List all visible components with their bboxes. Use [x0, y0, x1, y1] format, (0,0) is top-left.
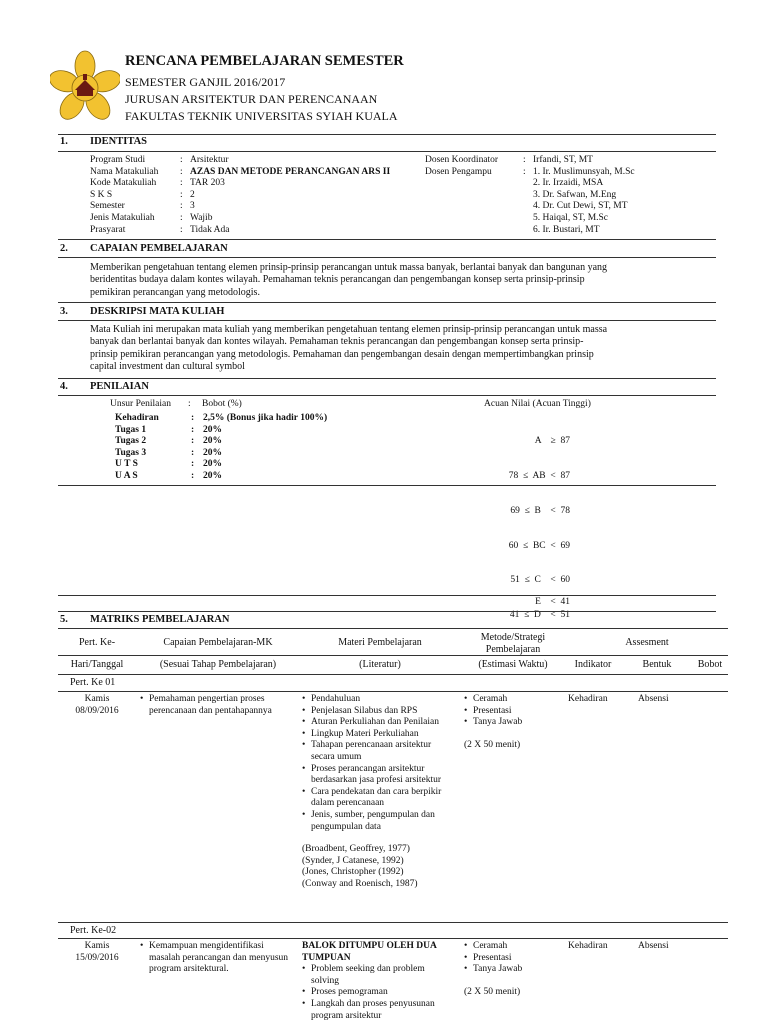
field-value: AZAS DAN METODE PERANCANGAN ARS II	[190, 166, 391, 177]
section-title: CAPAIAN PEMBELAJARAN	[90, 243, 228, 254]
col-header-metode: Metode/Strategi Pembelajaran	[480, 632, 546, 655]
deskripsi-text	[90, 324, 607, 374]
pert-label: Pert. Ke-02	[70, 925, 117, 936]
field-value: 2	[190, 189, 195, 200]
divider	[58, 938, 728, 939]
capaian-text	[90, 262, 607, 299]
literatur: (Synder, J Catanese, 1992)	[302, 855, 404, 866]
literatur: (Conway and Roenisch, 1987)	[302, 878, 418, 889]
estimasi-waktu: (2 X 50 menit)	[464, 986, 521, 997]
grade-range: 41 ≤ D < 51	[509, 610, 570, 621]
capaian-cell	[140, 941, 296, 976]
divider	[58, 239, 716, 240]
acuan-label: Acuan Nilai (Acuan Tinggi)	[484, 399, 591, 409]
hari: Kamis	[84, 694, 110, 704]
materi-item: • Penjelasan Silabus dan RPS	[302, 706, 452, 718]
indikator: Kehadiran	[568, 694, 608, 704]
materi-item: • Proses perancangan arsitektur berdasarkan jasa profesi arsitektur	[302, 764, 452, 787]
grade-range: 60 ≤ BC < 69	[508, 540, 570, 551]
col-header-tahap: (Sesuai Tahap Pembelajaran)	[159, 659, 277, 670]
field-label: Nama Matakuliah	[90, 166, 159, 177]
pengampu-item: 1. Ir. Muslimunsyah, M.Sc	[533, 166, 635, 177]
materi-item: • Jenis, sumber, pengumpulan dan pengumpulan data	[302, 810, 452, 833]
divider	[58, 674, 728, 675]
doc-title: RENCANA PEMBELAJARAN SEMESTER	[125, 53, 404, 69]
header-line: JURUSAN ARSITEKTUR DAN PERENCANAAN	[125, 92, 378, 106]
text-line: Mata Kuliah ini merupakan mata kuliah yang memberikan pengetahuan tentang elemen prinsip-prinsip perancangan untuk massa	[90, 324, 608, 335]
divider	[58, 257, 716, 258]
capaian-cell	[140, 694, 296, 717]
literatur: (Broadbent, Geoffrey, 1977)	[302, 844, 410, 855]
divider	[58, 628, 728, 629]
materi-item: • Tahapan perencanaan arsitektur secara umum	[302, 740, 452, 763]
field-label: Jenis Matakuliah	[90, 212, 155, 223]
divider	[58, 320, 716, 321]
col-header-indikator: Indikator	[574, 659, 612, 670]
text-line: beridentitas budaya dalam kontes wilayah. Pemahaman teknis perancangan dan pengembangan konsep serta prinsip-prinsip	[90, 274, 585, 286]
pengampu-item: 4. Dr. Cut Dewi, ST, MT	[533, 201, 628, 212]
text-line: capital investment dan cultural symbol	[90, 361, 245, 373]
field-value: Arsitektur	[190, 155, 229, 165]
bentuk: Absensi	[638, 694, 669, 704]
metode-cell	[464, 694, 564, 751]
text-line: Memberikan pengetahuan tentang elemen prinsip-prinsip perancangan untuk massa banyak, berlantai banyak dan bangunan yang	[90, 262, 608, 273]
pengampu-item: 2. Ir. Irzaidi, MSA	[533, 178, 604, 189]
section-title: IDENTITAS	[90, 136, 147, 147]
divider	[58, 485, 716, 486]
header-line: FAKULTAS TEKNIK UNIVERSITAS SYIAH KUALA	[125, 109, 398, 123]
unsur: Kehadiran	[115, 413, 159, 423]
divider	[58, 378, 716, 379]
section-number: 3.	[60, 306, 68, 317]
metode-item: • Tanya Jawab	[464, 717, 564, 729]
koordinator-label: Dosen Koordinator	[425, 155, 499, 165]
pert-label: Pert. Ke 01	[70, 677, 116, 688]
materi-item: • Langkah dan proses penyusunan program arsitektur	[302, 999, 452, 1022]
divider	[58, 134, 716, 135]
metode-cell	[464, 941, 564, 998]
bobot: 20%	[203, 447, 222, 458]
materi-cell	[302, 694, 452, 891]
divider	[58, 595, 716, 596]
metode-item: • Presentasi	[464, 706, 564, 718]
bobot: 2,5% (Bonus jika hadir 100%)	[203, 413, 328, 423]
field-value: TAR 203	[190, 178, 225, 189]
capaian-item: • Kemampuan mengidentifikasi masalah perancangan dan menyusun program arsitektural.	[140, 941, 296, 976]
unsur: U T S	[115, 459, 138, 470]
field-label: Semester	[90, 201, 125, 212]
materi-item: • Proses pemograman	[302, 987, 452, 999]
metode-item: • Ceramah	[464, 694, 564, 706]
bobot-label: Bobot (%)	[202, 399, 242, 409]
section-number: 4.	[60, 381, 68, 392]
grade-range: 78 ≤ AB < 87	[508, 470, 570, 481]
section-number: 1.	[60, 136, 68, 147]
divider	[58, 395, 716, 396]
hari-tanggal	[58, 694, 136, 717]
header-line: SEMESTER GANJIL 2016/2017	[125, 75, 286, 89]
grade-range: E < 41	[535, 597, 570, 607]
bobot: 20%	[203, 436, 222, 447]
field-value: Wajib	[190, 212, 213, 223]
text-line: pemikiran perancangan yang metodologis.	[90, 286, 260, 298]
col-header-materi: Materi Pembelajaran	[338, 637, 422, 648]
col-header-bentuk: Bentuk	[642, 659, 672, 670]
materi-item: • Lingkup Materi Perkuliahan	[302, 729, 452, 741]
tanggal: 15/09/2016	[75, 952, 119, 963]
metode-item: • Ceramah	[464, 941, 564, 953]
col-header-capaian: Capaian Pembelajaran-MK	[163, 637, 273, 648]
pengampu-item: 6. Ir. Bustari, MT	[533, 224, 600, 235]
materi-cell	[302, 941, 452, 1022]
bobot: 20%	[203, 424, 222, 435]
field-label: Program Studi	[90, 155, 146, 165]
unsur: Tugas 2	[115, 436, 147, 447]
dosen-info: Dosen Koordinator : Irfandi, ST, MT Dosen Pengampu : 1. Ir. Muslimunsyah, M.Sc 2. Ir. Irzaidi, MSA 3. Dr. Safwan, M.Eng 4. Dr. Cut Dewi, ST, MT 5. Haiqal, ST, M.Sc 6. Ir. Bustari, MT	[425, 155, 643, 236]
unsur-label: Unsur Penilaian	[110, 399, 171, 409]
indikator: Kehadiran	[568, 941, 608, 951]
field-label: Prasyarat	[90, 224, 126, 235]
pengampu-item: 5. Haiqal, ST, M.Sc	[533, 212, 609, 223]
field-value: Tidak Ada	[190, 224, 230, 235]
materi-item: • Aturan Perkuliahan dan Penilaian	[302, 717, 452, 729]
unsur: U A S	[115, 470, 138, 481]
col-header-pert: Pert. Ke-	[78, 637, 116, 648]
grade-range: 51 ≤ C < 60	[510, 575, 570, 586]
section-number: 5.	[60, 614, 68, 625]
capaian-item: • Pemahaman pengertian proses perencanaan dan pentahapannya	[140, 694, 296, 717]
section-title: PENILAIAN	[90, 381, 149, 392]
col-header-assesment: Assesment	[625, 637, 669, 648]
col-header-bobot: Bobot	[697, 659, 723, 670]
unsur-header: Unsur Penilaian : Bobot (%)	[110, 399, 242, 409]
divider	[58, 151, 716, 152]
bobot: 20%	[203, 470, 222, 481]
materi-item: • Problem seeking dan problem solving	[302, 964, 452, 987]
unsur: Tugas 3	[115, 447, 147, 458]
col-header-literatur: (Literatur)	[359, 659, 401, 670]
field-value: 3	[190, 201, 195, 212]
penilaian-rows: Kehadiran : 2,5% (Bonus jika hadir 100%) Tugas 1 : 20% Tugas 2 : 20% Tugas 3 : 20% U T S : 20% U A S : 20%	[115, 413, 328, 481]
tanggal: 08/09/2016	[75, 705, 119, 716]
materi-item: • Cara pendekatan dan cara berpikir dalam perencanaan	[302, 787, 452, 810]
materi-item: • Pendahuluan	[302, 694, 452, 706]
divider	[58, 922, 728, 923]
hari-tanggal	[58, 941, 136, 964]
university-logo	[50, 50, 120, 122]
divider	[58, 691, 728, 692]
materi-title: BALOK DITUMPU OLEH DUA TUMPUAN	[302, 941, 437, 963]
field-label: Kode Matakuliah	[90, 178, 157, 189]
divider	[58, 302, 716, 303]
col-header-waktu: (Estimasi Waktu)	[478, 659, 548, 670]
metode-item: • Tanya Jawab	[464, 964, 564, 976]
divider	[58, 611, 716, 612]
text-line: prinsip pemikiran perancangan yang metodologis. Pemahaman dan pengembangan desain dengan mempertimbangkan prinsip	[90, 348, 594, 360]
divider	[58, 655, 728, 656]
metode-item: • Presentasi	[464, 953, 564, 965]
grade-range: 69 ≤ B < 78	[510, 505, 570, 516]
pengampu-item: 3. Dr. Safwan, M.Eng	[533, 189, 617, 200]
section-title: DESKRIPSI MATA KULIAH	[90, 306, 225, 317]
pengampu-label: Dosen Pengampu	[425, 166, 492, 177]
hari: Kamis	[84, 941, 110, 951]
section-title: MATRIKS PEMBELAJARAN	[90, 614, 230, 625]
col-header-hari: Hari/Tanggal	[70, 659, 124, 670]
unsur: Tugas 1	[115, 424, 147, 435]
literatur: (Jones, Christopher (1992)	[302, 867, 404, 878]
koordinator-value: Irfandi, ST, MT	[533, 155, 593, 165]
bobot: 20%	[203, 459, 222, 470]
identitas-fields: Program Studi : Arsitektur Nama Matakuliah : AZAS DAN METODE PERANCANGAN ARS II Kode Matakuliah : TAR 203 S K S : 2 Semester : 3 Jenis Matakuliah : Wajib Prasyarat : Tidak Ada	[90, 155, 391, 235]
section-number: 2.	[60, 243, 68, 254]
text-line: banyak dan berlantai banyak dan kontes wilayah. Pemahaman teknis perancangan dan pengembangan konsep serta prinsip-	[90, 336, 584, 348]
estimasi-waktu: (2 X 50 menit)	[464, 739, 521, 750]
bentuk: Absensi	[638, 941, 669, 951]
grade-range: A ≥ 87	[534, 436, 570, 447]
field-label: S K S	[90, 189, 113, 200]
